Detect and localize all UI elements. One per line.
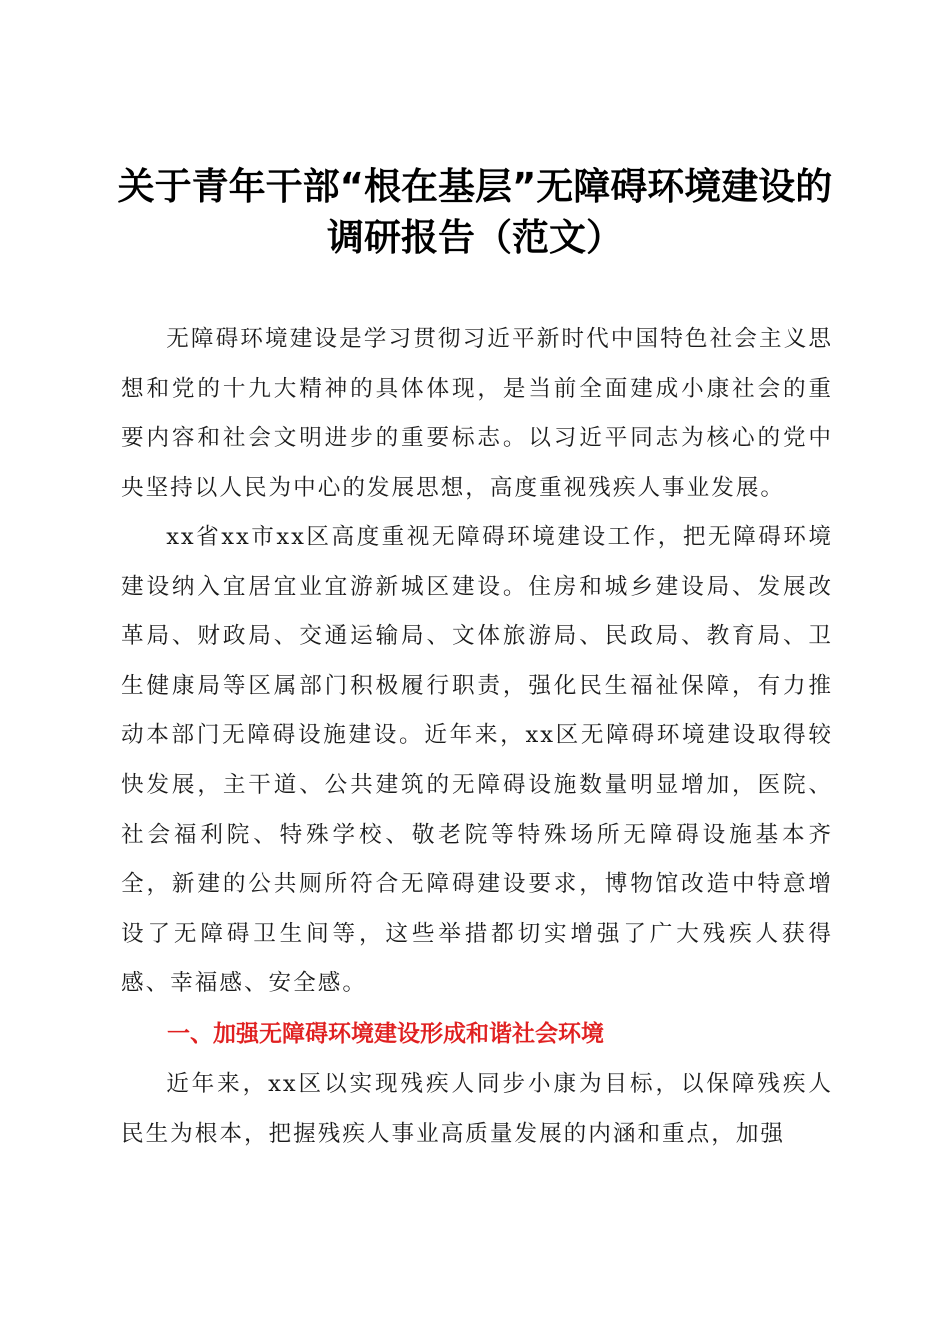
paragraph-section-1: 近年来，xx区以实现残疾人同步小康为目标，以保障残疾人民生为根本，把握残疾人事业高质量发展的内涵和重点，加强 bbox=[121, 1071, 833, 1147]
document-title-line-2: 调研报告（范文） bbox=[327, 216, 623, 259]
paragraph-intro: 无障碍环境建设是学习贯彻习近平新时代中国特色社会主义思想和党的十九大精神的具体体现，是当前全面建成小康社会的重要内容和社会文明进步的重要标志。以习近平同志为核心的党中央坚持以人民为中心的发展思想，高度重视残疾人事业发展。 bbox=[121, 326, 833, 501]
paragraph-district-overview: xx省xx市xx区高度重视无障碍环境建设工作，把无障碍环境建设纳入宜居宜业宜游新城区建设。住房和城乡建设局、发展改革局、财政局、交通运输局、文体旅游局、民政局、教育局、卫生健康局等区属部门积极履行职责，强化民生福祉保障，有力推动本部门无障碍设施建设。近年来，xx区无障碍环境建设取得较快发展，主干道、公共建筑的无障碍设施数量明显增加，医院、社会福利院、特殊学校、敬老院等特殊场所无障碍设施基本齐全，新建的公共厕所符合无障碍建设要求，博物馆改造中特意增设了无障碍卫生间等，这些举措都切实增强了广大残疾人获得感、幸福感、安全感。 bbox=[121, 524, 833, 997]
document-title-line-1: 关于青年干部“根在基层”无障碍环境建设的 bbox=[117, 165, 833, 208]
section-heading-1: 一、加强无障碍环境建设形成和谐社会环境 bbox=[167, 1021, 604, 1047]
